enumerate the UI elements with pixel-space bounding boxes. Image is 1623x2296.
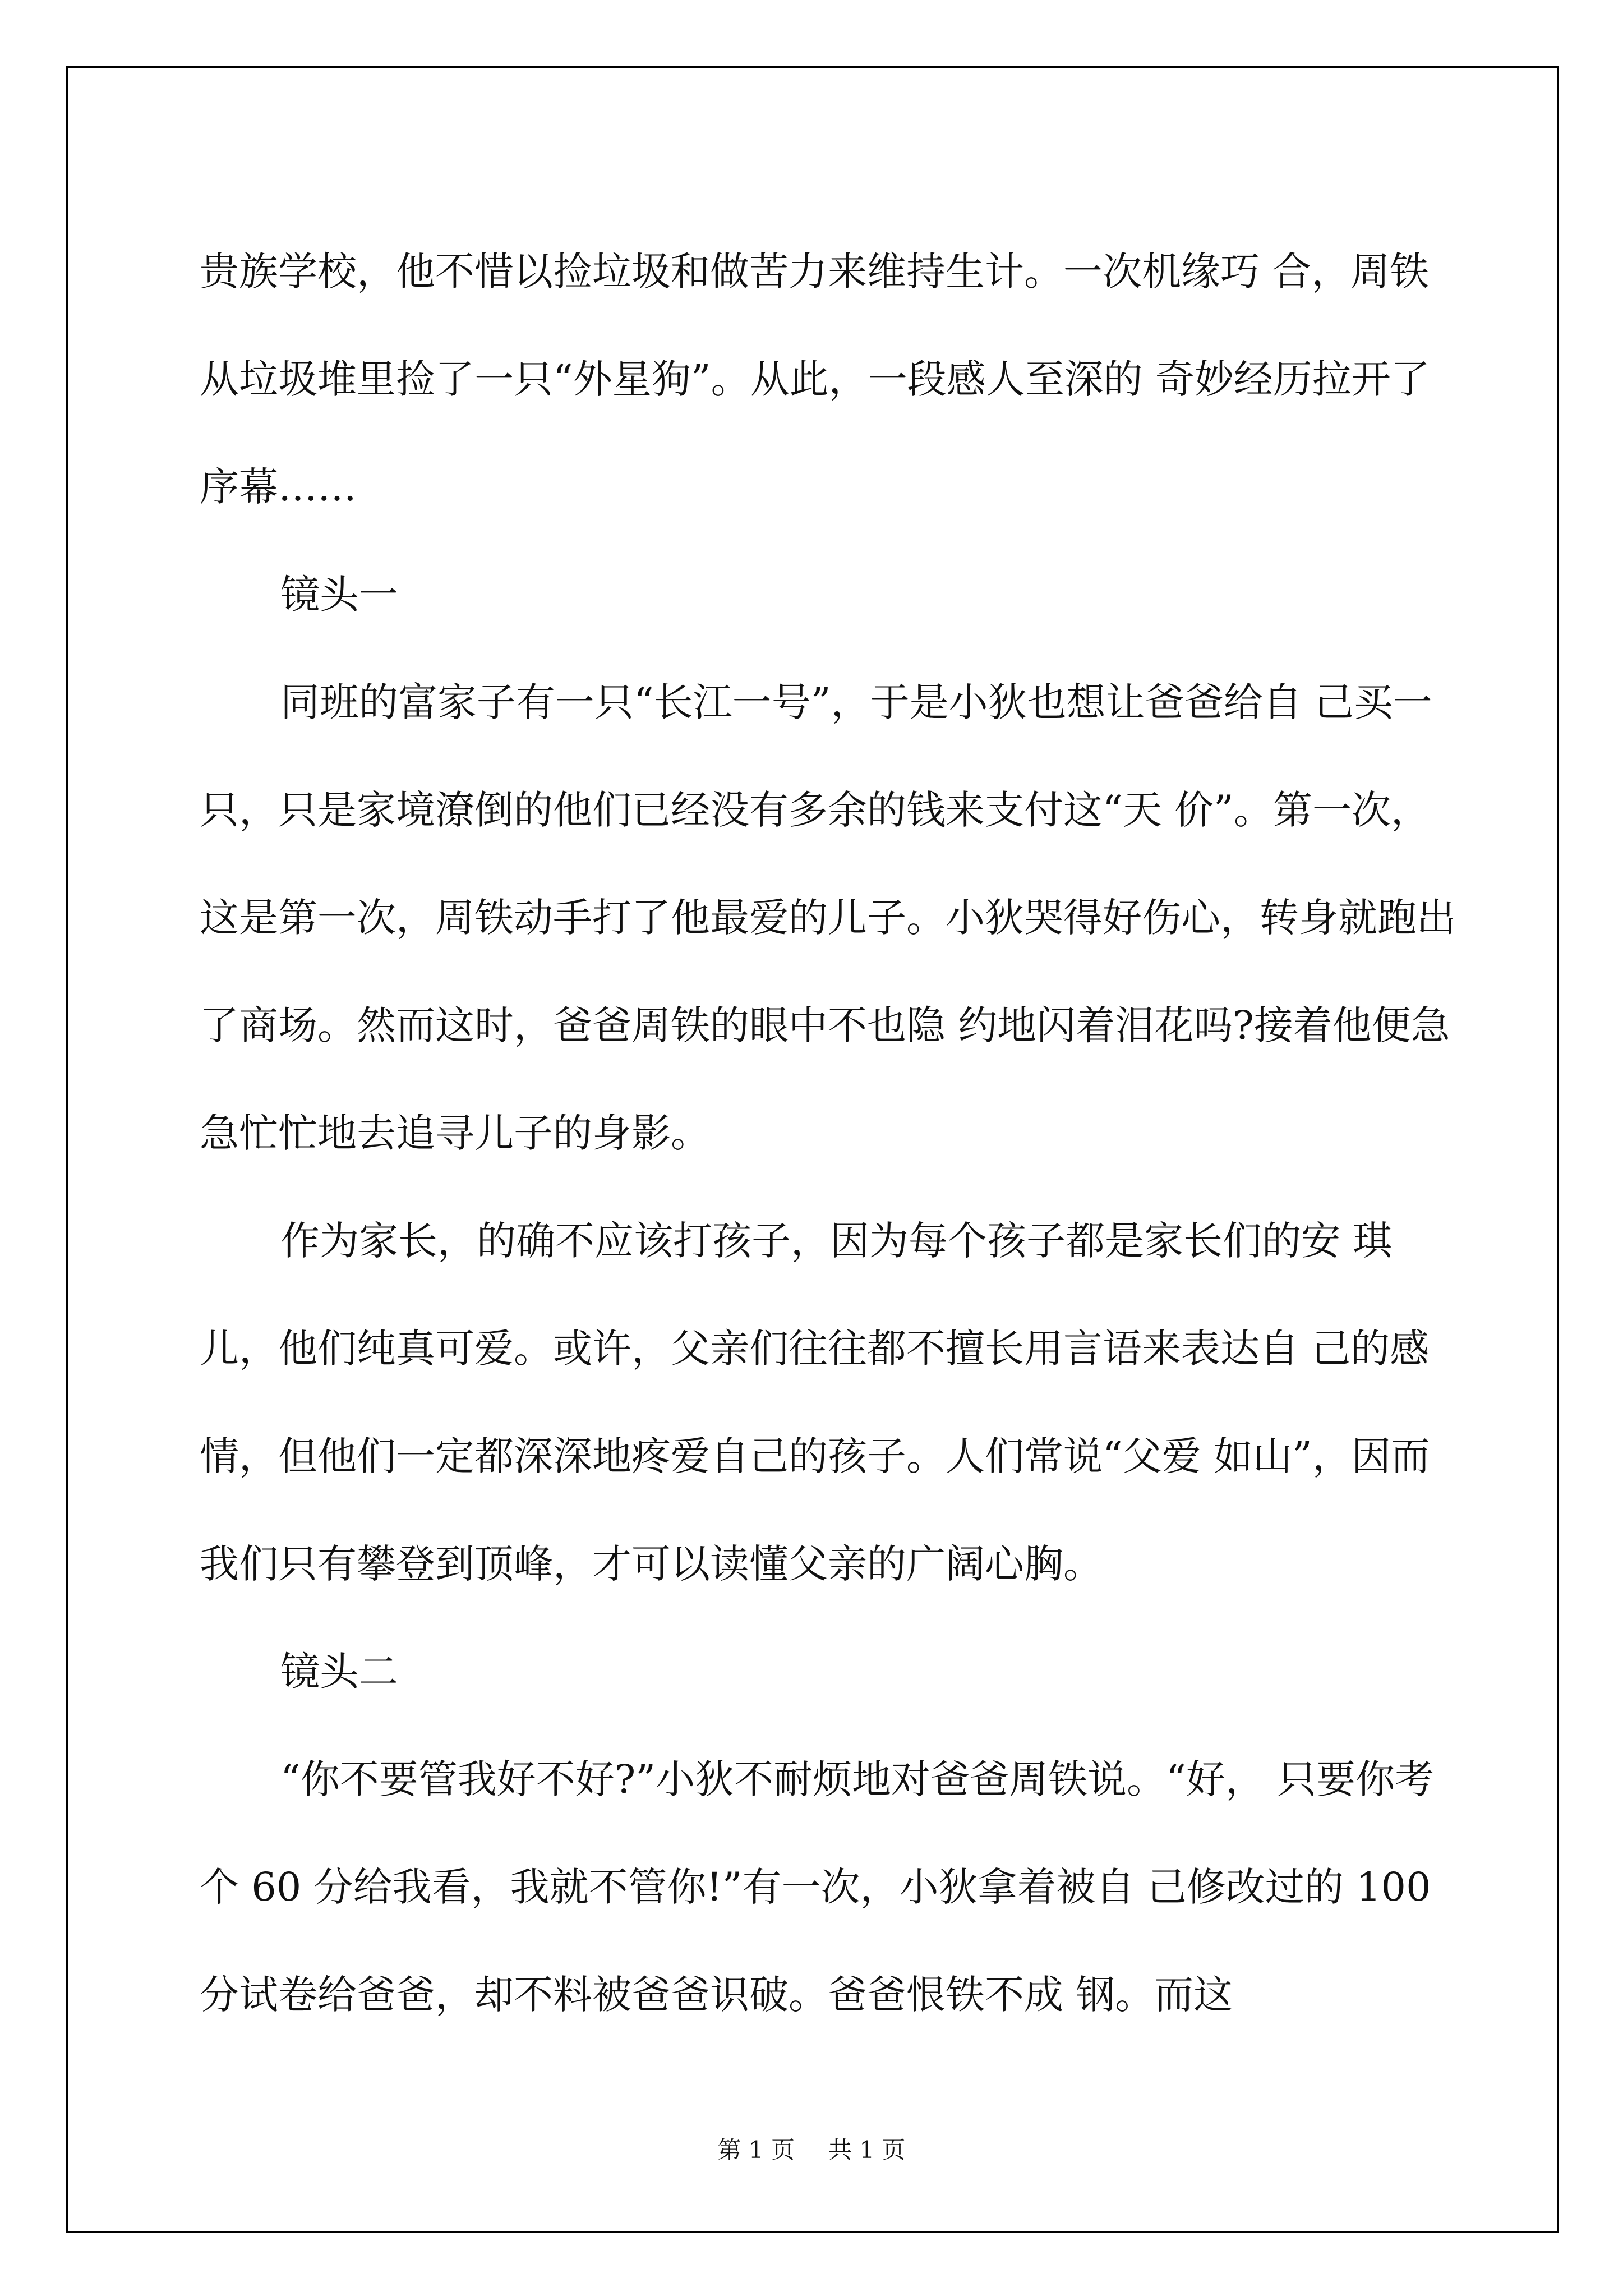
page-total: 共 1 页 (828, 2136, 906, 2164)
page-number: 第 1 页 (717, 2136, 795, 2164)
section-heading-shot-two: 镜头二 (280, 1649, 398, 1695)
paragraph-intro: 贵族学校，他不惜以捡垃圾和做苦力来维持生计。一次机缘巧 合，周铁从垃圾堆里捡了一只“外星狗”。从此，一段感人至深的 奇妙经历拉开了序幕…… (200, 249, 1430, 510)
paragraph-shot-two: “你不要管我好不好?”小狄不耐烦地对爸爸周铁说。“好， 只要你考个 60 分给我看，我就不管你!”有一次，小狄拿着被自 己修改过的 100 分试卷给爸爸，却不料被爸爸识破。爸爸恨铁不成 钢。而这 (200, 1756, 1444, 2018)
section-heading-shot-one: 镜头一 (280, 572, 398, 618)
paragraph-reflection: 作为家长，的确不应该打孩子，因为每个孩子都是家长们的安 琪儿，他们纯真可爱。或许，父亲们往往都不擅长用言语来表达自 己的感情，但他们一定都深深地疼爱自己的孩子。人们常说“父爱 如山”，因而我们只有攀登到顶峰，才可以读懂父亲的广阔心胸。 (200, 1218, 1430, 1587)
paragraph-shot-one: 同班的富家子有一只“长江一号”，于是小狄也想让爸爸给自 己买一只，只是家境潦倒的他们已经没有多余的钱来支付这“天 价”。第一次，这是第一次，周铁动手打了他最爱的儿子。小狄哭得好伤心，转身就跑出了商场。然而这时，爸爸周铁的眼中不也隐 约地闪着泪花吗?接着他便急急忙忙地去追寻儿子的身影。 (200, 679, 1456, 1156)
page-footer (0, 2132, 1623, 2165)
document-body (200, 218, 1461, 2049)
